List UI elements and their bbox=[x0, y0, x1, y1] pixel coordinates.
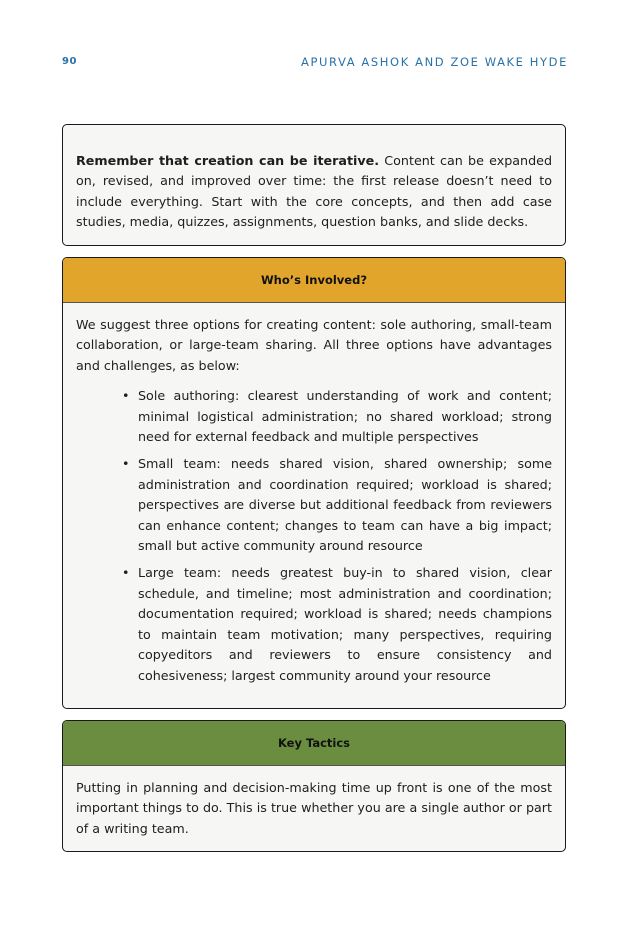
options-list bbox=[76, 386, 552, 686]
key-tactics-body bbox=[63, 766, 565, 839]
whos-involved-box bbox=[62, 257, 566, 709]
iterative-text: Content can be expanded on, revised, and improved over time: the first release doesn’t need to include everything. Start with the core concepts, and then add case studies, media, quizzes, assignments, question banks, and slide decks. bbox=[76, 153, 552, 230]
bullet-icon: • bbox=[122, 388, 130, 404]
iterative-lead: Remember that creation can be iterative. bbox=[76, 153, 380, 168]
list-item-small-team bbox=[122, 454, 552, 556]
key-tactics-box bbox=[62, 720, 566, 852]
key-tactics-paragraph: Putting in planning and decision-making time up front is one of the most important things to do. This is true whether you are a single author or part of a writing team. bbox=[76, 780, 552, 836]
list-item-text: Small team: needs shared vision, shared ownership; some administration and coordination required; workload is shared; perspectives are diverse but additional feedback from reviewers can enhance content; changes to team can have a big impact; small but active community around resource bbox=[138, 456, 552, 554]
list-item-sole-authoring bbox=[122, 386, 552, 447]
iterative-paragraph bbox=[76, 151, 552, 233]
whos-involved-title: Who’s Involved? bbox=[63, 258, 565, 303]
bullet-icon: • bbox=[122, 456, 130, 472]
running-head: APURVA ASHOK AND ZOE WAKE HYDE bbox=[301, 55, 568, 69]
list-item-text: Large team: needs greatest buy-in to shared vision, clear schedule, and timeline; most administration and coordination; documentation required; workload is shared; needs champions to maintain team motivation; many perspectives, requiring copyeditors and reviewers to ensure consistency and cohesiveness; largest community around your resource bbox=[138, 565, 552, 683]
iterative-callout-box bbox=[62, 124, 566, 246]
key-tactics-title: Key Tactics bbox=[63, 721, 565, 766]
bullet-icon: • bbox=[122, 565, 130, 581]
list-item-text: Sole authoring: clearest understanding of work and content; minimal logistical administration; no shared workload; strong need for external feedback and multiple perspectives bbox=[138, 388, 552, 445]
list-item-large-team bbox=[122, 563, 552, 685]
whos-involved-body bbox=[63, 303, 565, 686]
page-number: 90 bbox=[62, 56, 77, 67]
whos-involved-intro: We suggest three options for creating content: sole authoring, small-team collaboration, or large-team sharing. All three options have advantages and challenges, as below: bbox=[76, 317, 552, 373]
iterative-callout-body bbox=[63, 125, 565, 233]
